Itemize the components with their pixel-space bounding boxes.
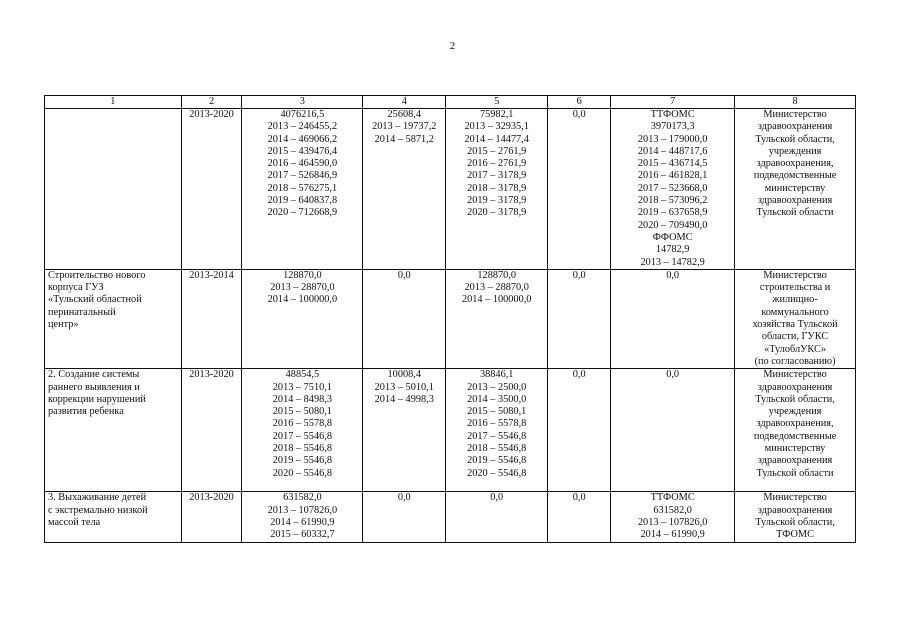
cell-municipal: [548, 109, 611, 270]
cell-line: 2020 – 5546,8: [467, 467, 527, 479]
cell-line: 2016 – 5578,8: [272, 418, 332, 430]
cell-line: 2015 – 60332,7: [270, 529, 335, 541]
cell-line: 0,0: [572, 369, 586, 381]
cell-line: Министерство: [763, 269, 827, 281]
cell-line: 2013 – 246455,2: [267, 121, 338, 133]
cell-line: 2013-2020: [189, 492, 234, 504]
cell-line: ТТФОМС: [650, 492, 695, 504]
cell-line: ФФОМС: [652, 231, 693, 243]
cell-line: перинатальный: [48, 306, 116, 318]
table-row: [45, 492, 856, 543]
cell-line: 0,0: [490, 492, 504, 504]
cell-line: 2020 – 5546,8: [272, 467, 332, 479]
cell-line: 2019 – 5546,8: [272, 455, 332, 467]
cell-line: 75982,1: [479, 109, 514, 120]
cell-line: 0,0: [572, 269, 586, 281]
cell-line: 2015 – 2761,9: [467, 145, 527, 157]
cell-line: развития ребенка: [48, 406, 124, 418]
cell-line: ТФОМС: [776, 529, 814, 541]
cell-extra-budget: [611, 492, 735, 543]
cell-line: 631582,0: [283, 492, 322, 504]
cell-line: 2017 – 523668,0: [637, 182, 708, 194]
cell-line: строительства и: [759, 282, 831, 294]
header-col-1: 1: [45, 96, 182, 109]
cell-executor: [735, 269, 856, 368]
cell-line: 2014 – 100000,0: [461, 294, 532, 306]
cell-line: 2020 – 3178,9: [467, 207, 527, 219]
cell-line: 2013 – 2500,0: [467, 381, 527, 393]
cell-period: [181, 369, 242, 492]
cell-line: 2014 – 14477,4: [464, 133, 529, 145]
cell-line: массой тела: [48, 516, 101, 528]
cell-line: 128870,0: [477, 269, 517, 281]
cell-line: 2014 – 61990,9: [640, 529, 705, 541]
cell-line: 2017 – 3178,9: [467, 170, 527, 182]
cell-line: здравоохранения: [757, 121, 833, 133]
cell-period: [181, 109, 242, 270]
cell-line: 2013 – 19737,2: [372, 121, 437, 133]
cell-line: 2013 – 28870,0: [270, 282, 335, 294]
cell-line: 10008,4: [387, 369, 421, 381]
cell-line: подведомственные: [753, 430, 837, 442]
cell-line: 2014 – 8498,3: [272, 393, 332, 405]
cell-line: Министерство: [763, 369, 827, 381]
cell-line: коррекции нарушений: [48, 393, 146, 405]
cell-line: 0,0: [666, 369, 680, 381]
cell-line: 0,0: [572, 109, 586, 120]
header-col-5: 5: [446, 96, 548, 109]
cell-line: 0,0: [397, 492, 411, 504]
cell-line: 2018 – 5546,8: [467, 443, 527, 455]
cell-line: здравоохранения: [757, 504, 833, 516]
cell-line: здравоохранения: [757, 381, 833, 393]
cell-line: 2019 – 5546,8: [467, 455, 527, 467]
cell-federal: [363, 269, 446, 368]
cell-line: 2016 – 2761,9: [467, 158, 527, 170]
cell-item: [45, 109, 182, 270]
cell-line: 0,0: [397, 269, 411, 281]
cell-regional: [446, 492, 548, 543]
cell-line: 38846,1: [479, 369, 514, 381]
cell-regional: [446, 269, 548, 368]
cell-line: с экстремально низкой: [48, 504, 148, 516]
cell-line: 2018 – 3178,9: [467, 182, 527, 194]
cell-line: здравоохранения: [757, 455, 833, 467]
cell-line: 2018 – 573096,2: [637, 195, 708, 207]
header-row: [45, 96, 856, 109]
cell-line: Тульской области: [756, 207, 834, 219]
cell-extra-budget: [611, 109, 735, 270]
cell-line: 2013-2020: [189, 369, 234, 381]
cell-line: 128870,0: [283, 269, 322, 281]
cell-line: учреждения: [768, 145, 822, 157]
cell-line: 2019 – 637658,9: [637, 207, 708, 219]
cell-line: 2014 – 448717,6: [637, 145, 708, 157]
cell-line: 2017 – 5546,8: [272, 430, 332, 442]
cell-line: Министерство: [763, 492, 827, 504]
cell-line: 14782,9: [655, 244, 690, 256]
cell-line: 0,0: [572, 492, 586, 504]
cell-federal: [363, 369, 446, 492]
cell-line: 2016 – 461828,1: [637, 170, 708, 182]
cell-line: Строительство нового: [48, 269, 146, 281]
cell-line: 2015 – 439476,4: [267, 145, 338, 157]
cell-line: 3970173,3: [650, 121, 695, 133]
cell-line: министерству: [764, 443, 826, 455]
header-col-3: 3: [242, 96, 363, 109]
table-row: [45, 269, 856, 368]
cell-line: 2019 – 3178,9: [467, 195, 527, 207]
cell-federal: [363, 492, 446, 543]
cell-line: 2019 – 640837,8: [267, 195, 338, 207]
cell-line: здравоохранения,: [756, 418, 834, 430]
cell-line: 2016 – 464590,0: [267, 158, 338, 170]
cell-line: Тульской области,: [755, 133, 835, 145]
cell-line: 2013 – 5010,1: [374, 381, 434, 393]
cell-line: 2014 – 3500,0: [467, 393, 527, 405]
cell-line: 2013 – 7510,1: [272, 381, 332, 393]
table-row: [45, 109, 856, 270]
cell-line: (по согласованию): [754, 355, 836, 367]
header-col-6: 6: [548, 96, 611, 109]
header-col-4: 4: [363, 96, 446, 109]
cell-line: хозяйства Тульской: [752, 319, 838, 331]
cell-line: 2014 – 100000,0: [267, 294, 338, 306]
cell-line: 2013 – 107826,0: [267, 504, 338, 516]
cell-total: [242, 492, 363, 543]
cell-line: ТТФОМС: [650, 109, 695, 120]
cell-line: 2013 – 32935,1: [464, 121, 529, 133]
cell-line: области, ГУКС: [761, 331, 829, 343]
cell-item: [45, 269, 182, 368]
cell-line: 0,0: [666, 269, 680, 281]
program-table: [44, 95, 856, 543]
table-body: [45, 109, 856, 543]
cell-period: [181, 269, 242, 368]
cell-line: здравоохранения,: [756, 158, 834, 170]
cell-total: [242, 269, 363, 368]
cell-line: Министерство: [763, 109, 827, 120]
cell-total: [242, 369, 363, 492]
cell-period: [181, 492, 242, 543]
cell-item: [45, 492, 182, 543]
cell-line: министерству: [764, 182, 826, 194]
cell-line: 2013 – 107826,0: [637, 516, 708, 528]
cell-line: 25608,4: [387, 109, 421, 120]
cell-executor: [735, 369, 856, 492]
cell-line: 2018 – 5546,8: [272, 443, 332, 455]
cell-line: 2013-2020: [189, 109, 234, 120]
table-row: [45, 369, 856, 492]
cell-line: учреждения: [768, 406, 822, 418]
cell-municipal: [548, 269, 611, 368]
cell-line: 2014 – 469066,2: [267, 133, 338, 145]
cell-line: раннего выявления и: [48, 381, 140, 393]
cell-line: 2020 – 709490,0: [637, 219, 708, 231]
cell-municipal: [548, 369, 611, 492]
header-col-8: 8: [735, 96, 856, 109]
cell-line: 2014 – 61990,9: [270, 516, 335, 528]
cell-regional: [446, 109, 548, 270]
cell-regional: [446, 369, 548, 492]
cell-line: жилищно-: [772, 294, 818, 306]
cell-executor: [735, 109, 856, 270]
cell-line: 2014 – 4998,3: [374, 393, 434, 405]
cell-line: коммунального: [761, 306, 829, 318]
cell-line: 2015 – 5080,1: [272, 406, 332, 418]
cell-line: «Тульский областной: [48, 294, 142, 306]
cell-line: здравоохранения: [757, 195, 833, 207]
cell-extra-budget: [611, 269, 735, 368]
cell-line: подведомственные: [753, 170, 837, 182]
cell-line: 4076216,5: [280, 109, 325, 120]
cell-line: Тульской области: [756, 467, 834, 479]
cell-line: Тульской области,: [755, 516, 835, 528]
cell-line: Тульской области,: [755, 393, 835, 405]
header-col-7: 7: [611, 96, 735, 109]
cell-line: 2020 – 712668,9: [267, 207, 338, 219]
page-number: 2: [449, 40, 456, 52]
cell-line: 2013 – 28870,0: [464, 282, 529, 294]
header-col-2: 2: [181, 96, 242, 109]
cell-line: «ТулоблУКС»: [764, 343, 827, 355]
cell-line: 2. Создание системы: [48, 369, 140, 381]
cell-line: 48854,5: [285, 369, 320, 381]
cell-line: 2016 – 5578,8: [467, 418, 527, 430]
cell-line: центр»: [48, 319, 79, 331]
cell-executor: [735, 492, 856, 543]
cell-line: 2017 – 526846,9: [267, 170, 338, 182]
cell-line: 2013 – 14782,9: [640, 256, 705, 268]
cell-line: корпуса ГУЗ: [48, 282, 104, 294]
cell-line: 631582,0: [653, 504, 692, 516]
cell-total: [242, 109, 363, 270]
cell-extra-budget: [611, 369, 735, 492]
cell-item: [45, 369, 182, 492]
cell-line: 2015 – 5080,1: [467, 406, 527, 418]
cell-municipal: [548, 492, 611, 543]
cell-line: 2018 – 576275,1: [267, 182, 338, 194]
cell-line: 2015 – 436714,5: [637, 158, 708, 170]
cell-federal: [363, 109, 446, 270]
cell-line: 2017 – 5546,8: [467, 430, 527, 442]
cell-line: 3. Выхаживание детей: [48, 492, 147, 504]
cell-line: 2013-2014: [189, 269, 234, 281]
cell-line: 2014 – 5871,2: [374, 133, 434, 145]
cell-line: 2013 – 179000,0: [637, 133, 708, 145]
